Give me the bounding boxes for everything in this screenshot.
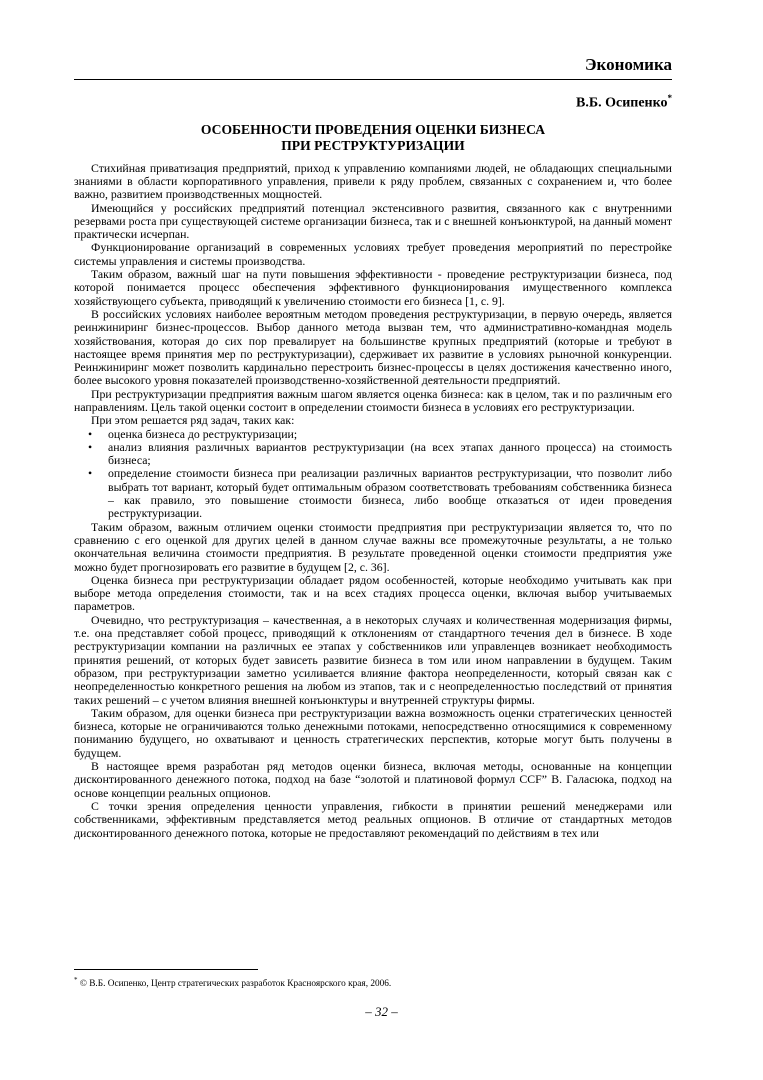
paragraph: При реструктуризации предприятия важным шагом является оценка бизнеса: как в целом, так и по различным его направлениям. Цель такой оценки состоит в определении стоимости бизнеса в условиях его реструктуризации.	[74, 386, 672, 414]
paragraph: Таким образом, для оценки бизнеса при реструктуризации важна возможность оценки стратегических ценностей бизнеса, которые не ограничиваются только денежными потоками, непосредственно относящимися к современному пониманию будущего, но охватывают и ценность стратегических перспектив, которые могут быть получены в будущем.	[74, 705, 672, 760]
list-item	[88, 426, 672, 441]
paragraph: С точки зрения определения ценности управления, гибкости в принятии решений менеджерами или собственниками, эффективным представляется метод реальных опционов. В отличие от стандартных методов дисконтированного денежного потока, которые не предоставляют рекомендаций по действиям в тех или	[74, 798, 672, 840]
task-list	[74, 428, 672, 521]
article-title	[74, 122, 672, 154]
paragraph: Таким образом, важный шаг на пути повышения эффективности - проведение реструктуризации бизнеса, под которой понимается процесс обеспечения эффективного функционирования имущественного комплекса хозяйствующего субъекта, приводящий к увеличению стоимости его бизнеса [1, с. 9].	[74, 267, 672, 308]
footnote-mark: *	[74, 976, 78, 984]
bullet-icon: •	[88, 466, 93, 481]
paragraph: При этом решается ряд задач, таких как:	[91, 413, 295, 428]
paragraph: Стихийная приватизация предприятий, приход к управлению компаниями людей, не обладающих специальными знаниями в области корпоративного управления, привели к ряду проблем, связанных с сохранением и, что более важно, развитием производственных мощностей.	[74, 160, 672, 202]
footnote	[74, 975, 672, 990]
title-line-1: ОСОБЕННОСТИ ПРОВЕДЕНИЯ ОЦЕНКИ БИЗНЕСА	[200, 121, 546, 137]
paragraph: Таким образом, важным отличием оценки стоимости предприятия при реструктуризации является то, что по сравнению с его оценкой для других целей в данном случае важны все промежуточные результаты, а не только окончательная величина стоимости предприятия. В результате проведенной оценки стоимости предприятия уже можно будет прогнозировать его развитие в будущем [2, с. 36].	[74, 519, 672, 574]
paragraph: Имеющийся у российских предприятий потенциал экстенсивного развития, связанного как с внутренними резервами роста при существующей системе организации бизнеса, так и с внешней конъюнктурой, на данный момент практически исчерпан.	[74, 200, 672, 242]
list-item-text: оценка бизнеса до реструктуризации;	[108, 426, 298, 441]
list-item-text: определение стоимости бизнеса при реализации различных вариантов реструктуризации, что позволит либо выбрать тот вариант, который будет оптимальным образом соответствовать требованиям собственника бизнеса – как правило, это повышение стоимости бизнеса, либо вообще отказаться от идеи проведения реструктуризации.	[108, 466, 672, 521]
list-item	[88, 466, 672, 521]
list-item-text: анализ влияния различных вариантов реструктуризации (на всех этапах данного процесса) на стоимость бизнеса;	[108, 439, 672, 468]
paragraph: В настоящее время разработан ряд методов оценки бизнеса, включая методы, основанные на концепции дисконтированного денежного потока, подход на базе “золотой и платиновой формул CCF” В. Галасюка, подход на основе концепции реальных опционов.	[74, 759, 672, 800]
bullet-icon: •	[88, 426, 93, 441]
paragraph: В российских условиях наиболее вероятным методом проведения реструктуризации, в первую очередь, является реинжиниринг бизнес-процессов. Выбор данного метода вызван тем, что административно-командная модель хозяйствования, которая до сих пор превалирует на большинстве крупных предприятий (которые и требуют в настоящее время принятия мер по реструктуризации), сдерживает их развитие в условиях рыночной конкуренции. Реинжиниринг может позволить кардинально перестроить бизнес-процессы в целях достижения качественно иного, более высокого уровня показателей производственно-хозяйственной деятельности предприятий.	[74, 306, 672, 388]
list-item	[88, 439, 672, 468]
article-body	[74, 162, 672, 840]
footnote-rule	[74, 969, 258, 970]
paragraph: Оценка бизнеса при реструктуризации обладает рядом особенностей, которые необходимо учитывать как при выборе метода определения стоимости, так и на всех стадиях процесса оценки, включая выбор учитываемых параметров.	[74, 572, 672, 614]
paragraph: Очевидно, что реструктуризация – качественная, а в некоторых случаях и количественная модернизация фирмы, т.е. она представляет собой процесс, приводящий к отклонениям от стандартного течения дел в бизнесе. В ходе реструктуризации компании на различных ее этапах у собственников или управленцев возникает необходимость принятия решений, от которых будет зависеть развитие бизнеса в том или ином направлении в будущем. Таким образом, при реструктуризации заметно усиливается влияние фактора неопределенности, который связан как с неопределенностью конкретного решения на любом из этапов, так и с неопределенностью последствий от принятия таких решений – с учетом влияния внешней конъюнктуры и внутренней структуры фирмы.	[74, 612, 672, 707]
author-footnote-mark: *	[667, 93, 672, 103]
footnote-text: © В.Б. Осипенко, Центр стратегических разработок Красноярского края, 2006.	[79, 979, 392, 990]
section-header: Экономика	[585, 55, 672, 74]
bullet-icon: •	[88, 439, 93, 454]
title-line-2: ПРИ РЕСТРУКТУРИЗАЦИИ	[281, 137, 465, 153]
header-rule	[74, 79, 672, 80]
page-number: – 32 –	[365, 1004, 398, 1019]
paragraph: Функционирование организаций в современных условиях требует проведения мероприятий по перестройке системы управления и системы производства.	[74, 240, 672, 268]
author-name: В.Б. Осипенко	[576, 95, 668, 111]
author-line	[74, 93, 672, 112]
page-content	[74, 0, 672, 840]
